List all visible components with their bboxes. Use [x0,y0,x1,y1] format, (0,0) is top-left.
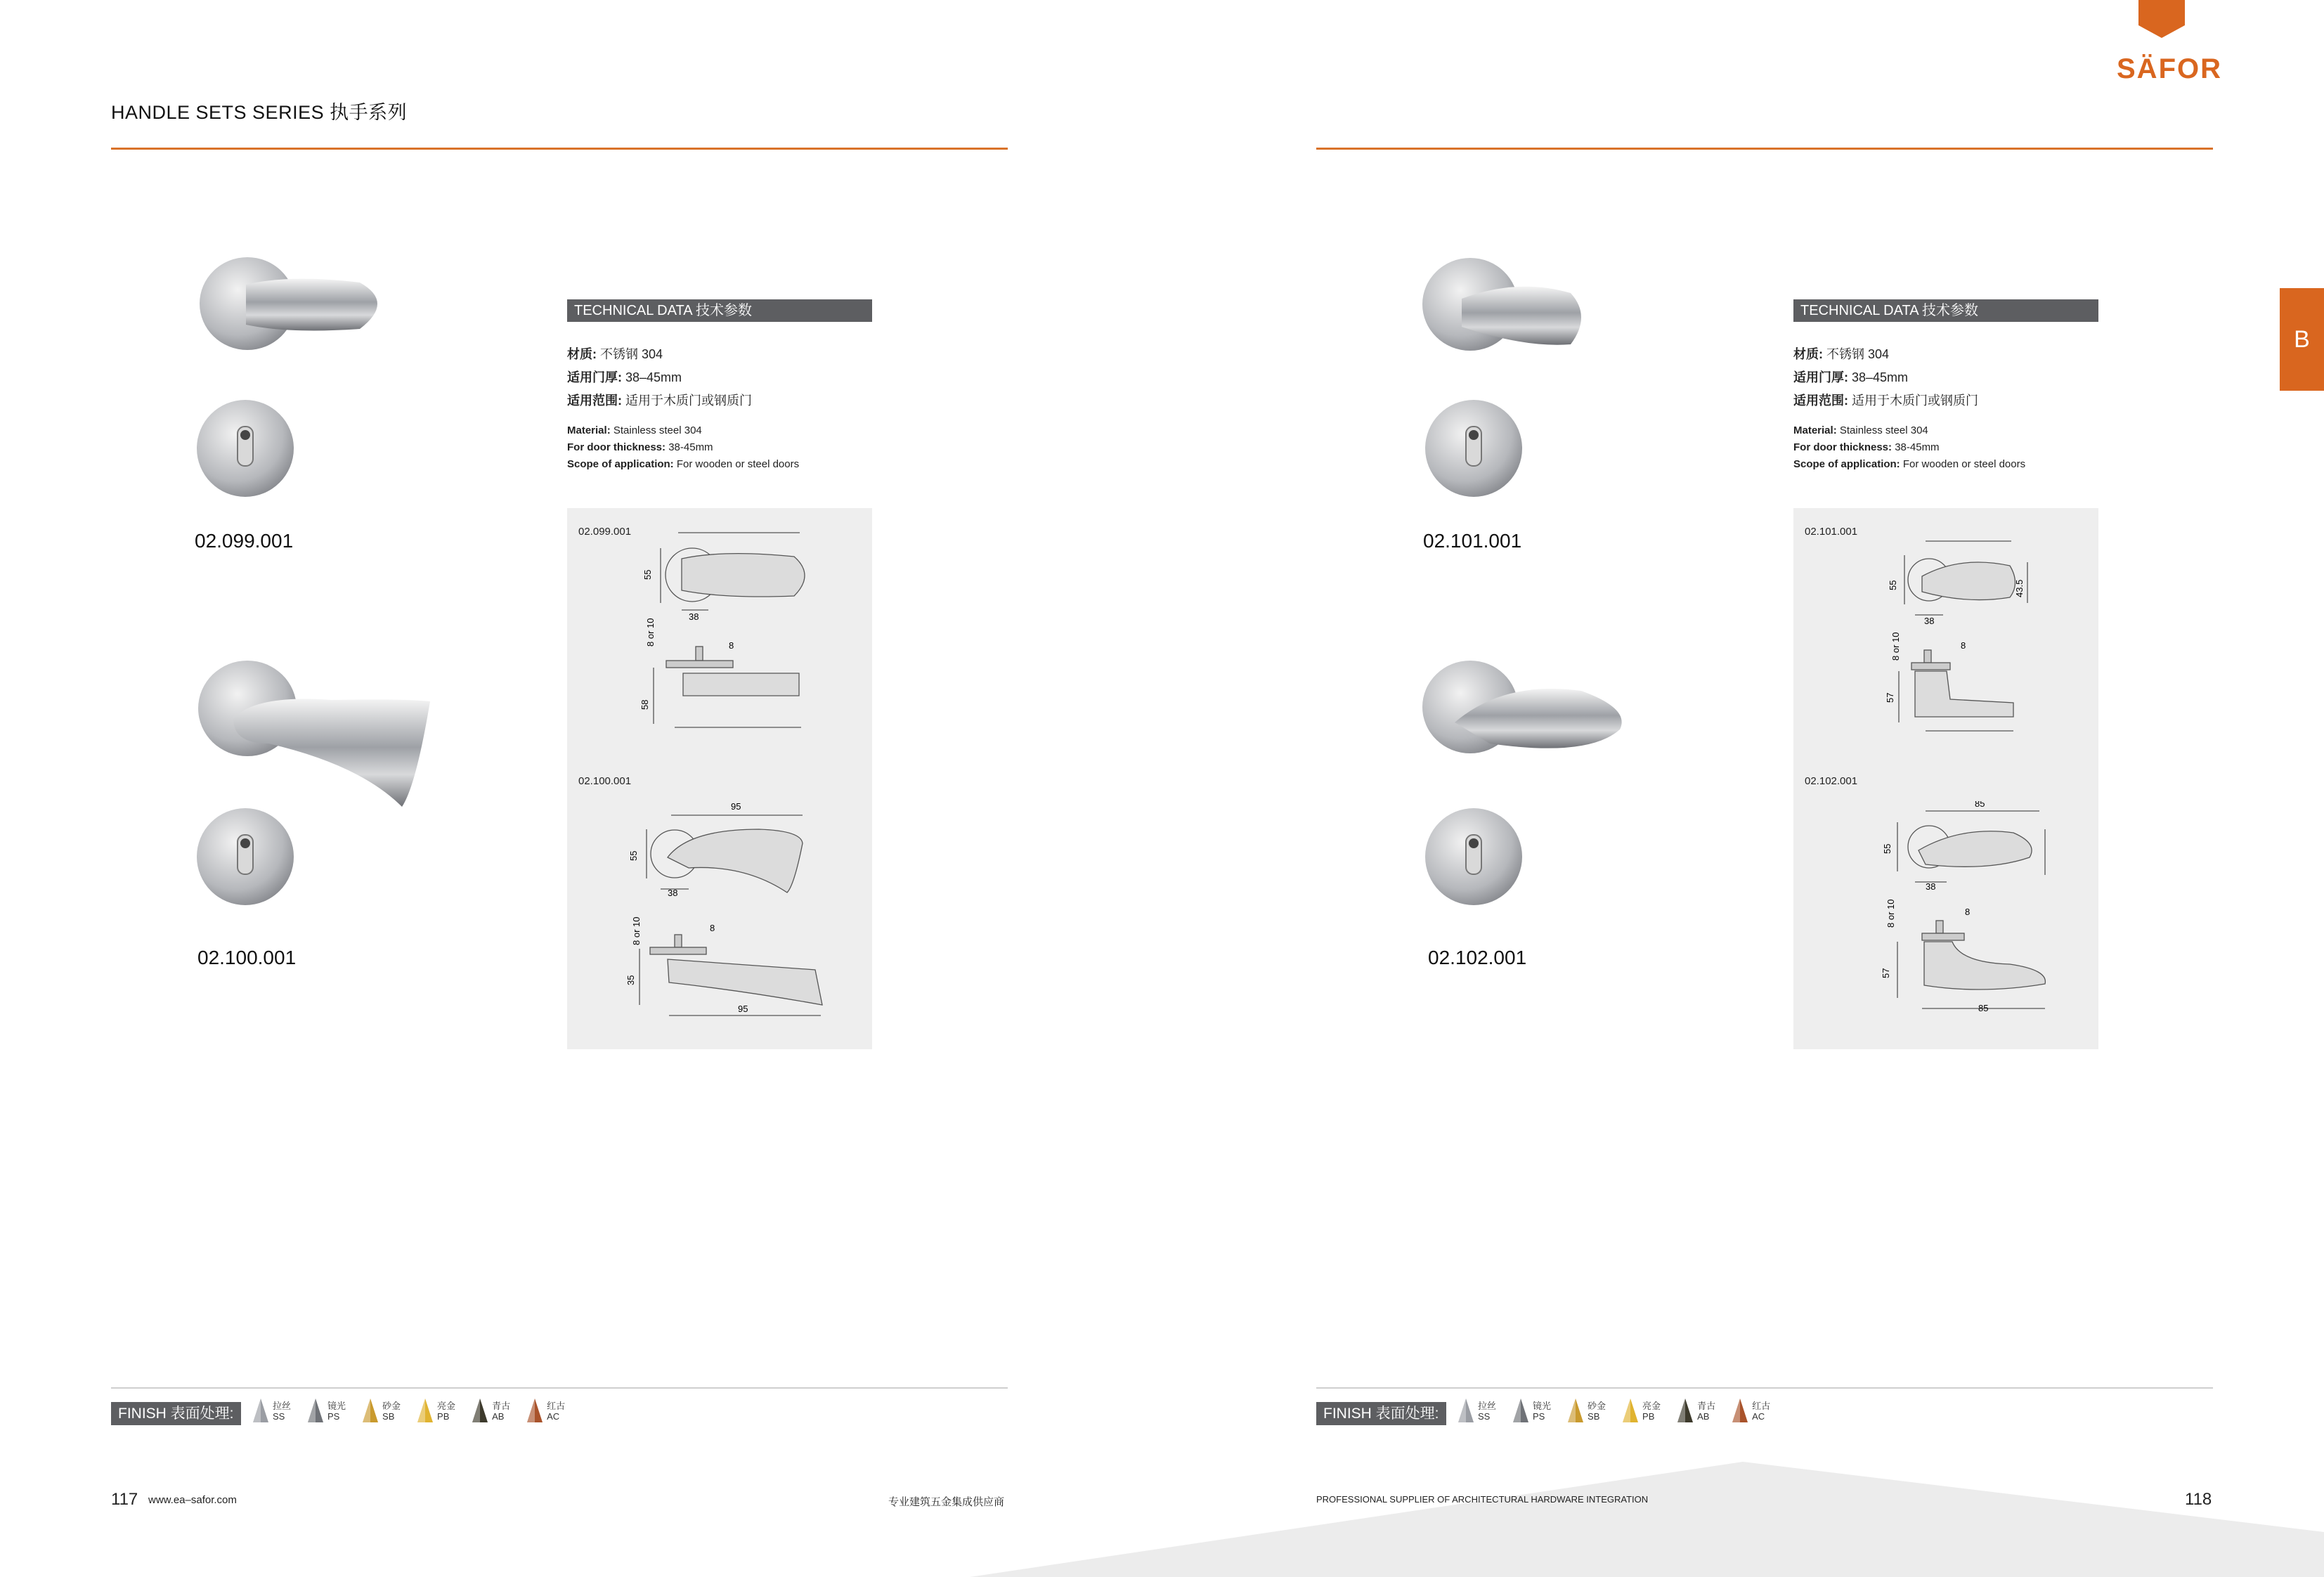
finish-rule-left [111,1387,1008,1389]
finish-swatch-sb-right [1566,1398,1606,1424]
svg-text:85: 85 [1975,801,1985,809]
finish-code: AC [547,1411,560,1422]
svg-text:58: 58 [640,699,650,710]
finish-swatch-ab-left [471,1398,510,1424]
finish-code: PB [1642,1411,1655,1422]
finish-swatches-right [1457,1398,1770,1424]
finish-rule-right [1316,1387,2213,1389]
diagram-code-02-100: 02.100.001 [578,775,632,787]
svg-text:55: 55 [628,850,639,861]
svg-text:43.5: 43.5 [2014,579,2025,597]
rose-image-02-100 [195,807,295,907]
svg-text:8: 8 [1965,907,1971,917]
logo-mark-icon [2138,0,2185,38]
dimension-drawing-02-100 [618,801,829,1026]
finish-cone-icon [471,1398,489,1424]
finish-swatch-sb-left [361,1398,401,1424]
finish-cone-icon [306,1398,325,1424]
svg-text:38: 38 [689,611,699,622]
finish-swatch-pb-right [1621,1398,1661,1424]
technical-data-header-left: TECHNICAL DATA 技术参数 [567,299,872,322]
rose-image-02-101 [1424,398,1524,498]
handle-image-02-102 [1420,652,1630,772]
finish-swatch-ab-right [1676,1398,1715,1424]
finish-code: SS [273,1411,285,1422]
finish-swatch-ps-right [1512,1398,1551,1424]
finish-swatch-ss-right [1457,1398,1496,1424]
svg-text:38: 38 [668,888,678,898]
finish-cn: 红古 [1752,1401,1771,1411]
website-link[interactable]: www.ea–safor.com [148,1494,237,1506]
diagram-code-02-102: 02.102.001 [1805,775,1858,787]
handle-image-02-100 [191,652,444,807]
diagram-code-02-099: 02.099.001 [578,526,632,538]
svg-text:55: 55 [1882,843,1893,854]
section-tab-b[interactable] [2280,288,2324,391]
svg-text:8 or 10: 8 or 10 [645,618,656,647]
finish-code: PS [327,1411,340,1422]
svg-text:57: 57 [1881,968,1891,978]
svg-text:35: 35 [625,975,636,985]
finish-code: PS [1533,1411,1545,1422]
finish-swatch-pb-left [416,1398,455,1424]
finish-label-left: FINISH 表面处理: [111,1402,241,1425]
finish-cone-icon [1731,1398,1749,1424]
finish-code: SB [382,1411,395,1422]
svg-text:8: 8 [729,640,734,651]
specs-en-left: Material: Stainless steel 304 For door thickness: 38-45mm Scope of application: For wooden or steel doors [567,424,800,470]
technical-data-header-right: TECHNICAL DATA 技术参数 [1793,299,2098,322]
finish-swatches-left [252,1398,565,1424]
finish-swatch-ac-left [526,1398,565,1424]
svg-text:55: 55 [642,569,653,580]
svg-text:8 or 10: 8 or 10 [1890,632,1901,661]
finish-cone-icon [252,1398,270,1424]
finish-swatch-ac-right [1731,1398,1770,1424]
specs-cn-left: 材质: 不锈钢 304 适用门厚: 38–45mm 适用范围: 适用于木质门或钢质门 [567,347,752,408]
series-title: HANDLE SETS SERIES 执手系列 [111,102,408,123]
svg-text:55: 55 [1888,580,1898,590]
header-rule-right [1316,148,2213,150]
finish-cn: 拉丝 [273,1401,292,1411]
product-code-02-101-001: 02.101.001 [1423,530,1522,552]
slogan-en: PROFESSIONAL SUPPLIER OF ARCHITECTURAL HARDWARE INTEGRATION [1316,1494,1649,1505]
handle-image-02-099 [191,246,402,358]
rose-image-02-099 [195,398,295,498]
finish-code: AB [1697,1411,1710,1422]
product-code-02-099-001: 02.099.001 [195,530,294,552]
finish-cn: 砂金 [1588,1401,1606,1411]
page-number-left: 117 [111,1490,138,1509]
finish-swatch-ss-left [252,1398,291,1424]
finish-cn: 亮金 [437,1401,456,1411]
finish-cone-icon [1566,1398,1585,1424]
finish-code: SB [1588,1411,1600,1422]
rose-image-02-102 [1424,807,1524,907]
product-code-02-102-001: 02.102.001 [1428,947,1527,968]
finish-code: PB [437,1411,450,1422]
svg-text:38: 38 [1926,881,1936,892]
finish-cone-icon [1512,1398,1530,1424]
specs-en-right: Material: Stainless steel 304 For door thickness: 38-45mm Scope of application: For wooden or steel doors [1793,424,2026,470]
svg-text:57: 57 [1885,692,1895,703]
finish-cone-icon [526,1398,544,1424]
svg-text:38: 38 [1924,616,1935,626]
dimension-drawing-02-099 [632,520,808,752]
finish-cn: 红古 [547,1401,566,1411]
specs-cn-right: 材质: 不锈钢 304 适用门厚: 38–45mm 适用范围: 适用于木质门或钢质门 [1793,347,1978,408]
finish-cn: 镜光 [327,1401,346,1411]
brand-logo: SÄFOR [2117,53,2222,84]
handle-image-02-101 [1420,249,1595,362]
diagram-code-02-101: 02.101.001 [1805,526,1858,538]
svg-text:8 or 10: 8 or 10 [631,916,642,945]
finish-cn: 砂金 [382,1401,401,1411]
dimension-drawing-02-102 [1869,801,2052,1026]
finish-cn: 亮金 [1642,1401,1661,1411]
svg-text:85: 85 [1978,1003,1989,1013]
svg-text:8: 8 [1961,640,1966,651]
svg-text:8: 8 [710,923,715,933]
finish-code: AB [492,1411,505,1422]
svg-text:95: 95 [731,801,741,812]
finish-cone-icon [361,1398,379,1424]
svg-text:8 or 10: 8 or 10 [1885,899,1896,928]
finish-cone-icon [1676,1398,1694,1424]
finish-cn: 拉丝 [1478,1401,1497,1411]
finish-cn: 青古 [492,1401,511,1411]
finish-cone-icon [1457,1398,1475,1424]
svg-text:95: 95 [738,1004,748,1014]
section-tab-label: B [2294,325,2310,353]
header-rule-left [111,148,1008,150]
product-code-02-100-001: 02.100.001 [197,947,297,968]
finish-cone-icon [416,1398,434,1424]
finish-code: AC [1752,1411,1765,1422]
finish-cn: 青古 [1697,1401,1716,1411]
finish-cone-icon [1621,1398,1640,1424]
slogan-cn: 专业建筑五金集成供应商 [888,1496,1005,1508]
dimension-drawing-02-101 [1883,527,2038,738]
finish-swatch-ps-left [306,1398,346,1424]
finish-cn: 镜光 [1533,1401,1552,1411]
finish-label-right: FINISH 表面处理: [1316,1402,1446,1425]
page-number-right: 118 [2185,1490,2212,1509]
finish-code: SS [1478,1411,1491,1422]
